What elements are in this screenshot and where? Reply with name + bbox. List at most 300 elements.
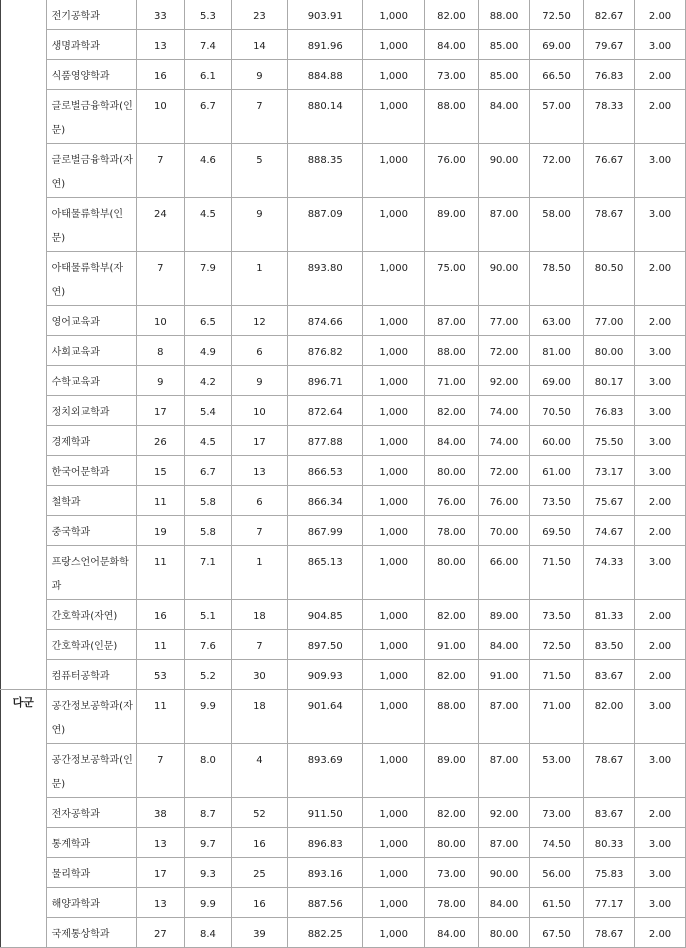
waitlist-rank-cell: 25 [231, 858, 287, 888]
grade-cell: 2.00 [635, 798, 686, 828]
competition-rate-cell: 4.6 [185, 144, 232, 198]
quota-cell: 33 [136, 0, 185, 30]
table-row [1, 90, 686, 144]
competition-rate-cell: 7.9 [185, 252, 232, 306]
korean-cell: 80.00 [425, 456, 479, 486]
waitlist-rank-cell: 6 [231, 336, 287, 366]
competition-rate-cell: 5.8 [185, 516, 232, 546]
math-cell: 77.00 [478, 306, 529, 336]
score-total-cell: 887.09 [288, 198, 363, 252]
avg-cell: 74.33 [584, 546, 635, 600]
dept-name-cell: 생명과학과 [46, 30, 136, 60]
quota-cell: 38 [136, 798, 185, 828]
competition-rate-cell: 6.7 [185, 90, 232, 144]
score-total-cell: 893.16 [288, 858, 363, 888]
table-row [1, 690, 686, 744]
score-max-cell: 1,000 [363, 828, 425, 858]
english-cell: 81.00 [530, 336, 584, 366]
dept-name-cell: 해양과학과 [46, 888, 136, 918]
competition-rate-cell: 5.8 [185, 486, 232, 516]
table-row [1, 744, 686, 798]
avg-cell: 75.67 [584, 486, 635, 516]
score-total-cell: 911.50 [288, 798, 363, 828]
math-cell: 70.00 [478, 516, 529, 546]
avg-cell: 81.33 [584, 600, 635, 630]
waitlist-rank-cell: 17 [231, 426, 287, 456]
waitlist-rank-cell: 9 [231, 366, 287, 396]
quota-cell: 10 [136, 90, 185, 144]
math-cell: 92.00 [478, 798, 529, 828]
score-max-cell: 1,000 [363, 888, 425, 918]
dept-name-cell: 수학교육과 [46, 366, 136, 396]
korean-cell: 76.00 [425, 486, 479, 516]
math-cell: 66.00 [478, 546, 529, 600]
english-cell: 57.00 [530, 90, 584, 144]
waitlist-rank-cell: 18 [231, 600, 287, 630]
dept-name-cell: 한국어문학과 [46, 456, 136, 486]
math-cell: 87.00 [478, 828, 529, 858]
korean-cell: 73.00 [425, 60, 479, 90]
dept-name-cell: 아태물류학부(인문) [46, 198, 136, 252]
korean-cell: 71.00 [425, 366, 479, 396]
dept-name-cell: 영어교육과 [46, 306, 136, 336]
avg-cell: 76.83 [584, 60, 635, 90]
score-total-cell: 880.14 [288, 90, 363, 144]
competition-rate-cell: 5.1 [185, 600, 232, 630]
avg-cell: 83.67 [584, 660, 635, 690]
score-total-cell: 896.71 [288, 366, 363, 396]
english-cell: 73.00 [530, 798, 584, 828]
competition-rate-cell: 4.5 [185, 198, 232, 252]
score-max-cell: 1,000 [363, 918, 425, 948]
score-max-cell: 1,000 [363, 144, 425, 198]
english-cell: 69.00 [530, 30, 584, 60]
grade-cell: 3.00 [635, 690, 686, 744]
grade-cell: 2.00 [635, 918, 686, 948]
competition-rate-cell: 9.7 [185, 828, 232, 858]
grade-cell: 3.00 [635, 546, 686, 600]
dept-name-cell: 글로벌금융학과(인문) [46, 90, 136, 144]
avg-cell: 74.67 [584, 516, 635, 546]
grade-cell: 3.00 [635, 888, 686, 918]
competition-rate-cell: 7.6 [185, 630, 232, 660]
score-total-cell: 896.83 [288, 828, 363, 858]
table-row [1, 858, 686, 888]
table-row [1, 798, 686, 828]
competition-rate-cell: 9.9 [185, 690, 232, 744]
dept-name-cell: 아태물류학부(자연) [46, 252, 136, 306]
score-total-cell: 882.25 [288, 918, 363, 948]
quota-cell: 8 [136, 336, 185, 366]
grade-cell: 3.00 [635, 858, 686, 888]
waitlist-rank-cell: 12 [231, 306, 287, 336]
grade-cell: 3.00 [635, 396, 686, 426]
korean-cell: 82.00 [425, 396, 479, 426]
avg-cell: 80.00 [584, 336, 635, 366]
math-cell: 90.00 [478, 144, 529, 198]
waitlist-rank-cell: 1 [231, 546, 287, 600]
grade-cell: 2.00 [635, 90, 686, 144]
competition-rate-cell: 8.0 [185, 744, 232, 798]
korean-cell: 78.00 [425, 888, 479, 918]
quota-cell: 16 [136, 60, 185, 90]
waitlist-rank-cell: 4 [231, 744, 287, 798]
korean-cell: 76.00 [425, 144, 479, 198]
table-row [1, 144, 686, 198]
score-max-cell: 1,000 [363, 90, 425, 144]
quota-cell: 10 [136, 306, 185, 336]
english-cell: 56.00 [530, 858, 584, 888]
score-total-cell: 874.66 [288, 306, 363, 336]
waitlist-rank-cell: 7 [231, 516, 287, 546]
score-max-cell: 1,000 [363, 486, 425, 516]
math-cell: 87.00 [478, 198, 529, 252]
avg-cell: 83.50 [584, 630, 635, 660]
korean-cell: 78.00 [425, 516, 479, 546]
competition-rate-cell: 5.4 [185, 396, 232, 426]
waitlist-rank-cell: 16 [231, 888, 287, 918]
avg-cell: 76.67 [584, 144, 635, 198]
competition-rate-cell: 8.4 [185, 918, 232, 948]
english-cell: 78.50 [530, 252, 584, 306]
avg-cell: 73.17 [584, 456, 635, 486]
table-row [1, 336, 686, 366]
score-total-cell: 876.82 [288, 336, 363, 366]
table-row [1, 198, 686, 252]
quota-cell: 19 [136, 516, 185, 546]
score-total-cell: 893.80 [288, 252, 363, 306]
math-cell: 87.00 [478, 690, 529, 744]
english-cell: 72.50 [530, 630, 584, 660]
waitlist-rank-cell: 39 [231, 918, 287, 948]
avg-cell: 78.67 [584, 744, 635, 798]
table-row [1, 306, 686, 336]
score-max-cell: 1,000 [363, 426, 425, 456]
dept-name-cell: 전자공학과 [46, 798, 136, 828]
english-cell: 60.00 [530, 426, 584, 456]
avg-cell: 82.00 [584, 690, 635, 744]
waitlist-rank-cell: 5 [231, 144, 287, 198]
korean-cell: 89.00 [425, 744, 479, 798]
korean-cell: 84.00 [425, 426, 479, 456]
korean-cell: 80.00 [425, 546, 479, 600]
quota-cell: 27 [136, 918, 185, 948]
dept-name-cell: 간호학과(인문) [46, 630, 136, 660]
quota-cell: 13 [136, 828, 185, 858]
competition-rate-cell: 4.2 [185, 366, 232, 396]
avg-cell: 78.67 [584, 198, 635, 252]
grade-cell: 3.00 [635, 426, 686, 456]
score-max-cell: 1,000 [363, 252, 425, 306]
grade-cell: 3.00 [635, 744, 686, 798]
score-max-cell: 1,000 [363, 600, 425, 630]
waitlist-rank-cell: 23 [231, 0, 287, 30]
table-row [1, 60, 686, 90]
grade-cell: 2.00 [635, 306, 686, 336]
table-row [1, 30, 686, 60]
avg-cell: 83.67 [584, 798, 635, 828]
score-total-cell: 866.53 [288, 456, 363, 486]
english-cell: 71.50 [530, 660, 584, 690]
waitlist-rank-cell: 18 [231, 690, 287, 744]
english-cell: 71.50 [530, 546, 584, 600]
score-total-cell: 904.85 [288, 600, 363, 630]
avg-cell: 78.33 [584, 90, 635, 144]
score-max-cell: 1,000 [363, 456, 425, 486]
score-max-cell: 1,000 [363, 516, 425, 546]
grade-cell: 3.00 [635, 30, 686, 60]
quota-cell: 17 [136, 858, 185, 888]
dept-name-cell: 식품영양학과 [46, 60, 136, 90]
english-cell: 53.00 [530, 744, 584, 798]
korean-cell: 88.00 [425, 336, 479, 366]
score-total-cell: 866.34 [288, 486, 363, 516]
math-cell: 92.00 [478, 366, 529, 396]
competition-rate-cell: 6.7 [185, 456, 232, 486]
avg-cell: 75.83 [584, 858, 635, 888]
avg-cell: 82.67 [584, 0, 635, 30]
score-total-cell: 884.88 [288, 60, 363, 90]
math-cell: 84.00 [478, 90, 529, 144]
waitlist-rank-cell: 7 [231, 630, 287, 660]
table-row [1, 516, 686, 546]
score-max-cell: 1,000 [363, 198, 425, 252]
grade-cell: 2.00 [635, 60, 686, 90]
grade-cell: 3.00 [635, 336, 686, 366]
table-row [1, 396, 686, 426]
competition-rate-cell: 4.5 [185, 426, 232, 456]
score-max-cell: 1,000 [363, 690, 425, 744]
math-cell: 74.00 [478, 426, 529, 456]
quota-cell: 15 [136, 456, 185, 486]
english-cell: 71.00 [530, 690, 584, 744]
quota-cell: 7 [136, 744, 185, 798]
table-row [1, 366, 686, 396]
group-cell-blank [1, 0, 47, 690]
avg-cell: 79.67 [584, 30, 635, 60]
table-row [1, 630, 686, 660]
dept-name-cell: 글로벌금융학과(자연) [46, 144, 136, 198]
dept-name-cell: 공간정보공학과(인문) [46, 744, 136, 798]
korean-cell: 82.00 [425, 660, 479, 690]
table-row [1, 828, 686, 858]
math-cell: 80.00 [478, 918, 529, 948]
quota-cell: 7 [136, 252, 185, 306]
grade-cell: 2.00 [635, 600, 686, 630]
math-cell: 74.00 [478, 396, 529, 426]
dept-name-cell: 물리학과 [46, 858, 136, 888]
math-cell: 72.00 [478, 336, 529, 366]
competition-rate-cell: 9.3 [185, 858, 232, 888]
quota-cell: 53 [136, 660, 185, 690]
grade-cell: 3.00 [635, 144, 686, 198]
avg-cell: 77.00 [584, 306, 635, 336]
korean-cell: 73.00 [425, 858, 479, 888]
english-cell: 74.50 [530, 828, 584, 858]
avg-cell: 78.67 [584, 918, 635, 948]
korean-cell: 87.00 [425, 306, 479, 336]
math-cell: 90.00 [478, 252, 529, 306]
avg-cell: 75.50 [584, 426, 635, 456]
avg-cell: 76.83 [584, 396, 635, 426]
english-cell: 61.50 [530, 888, 584, 918]
waitlist-rank-cell: 6 [231, 486, 287, 516]
score-total-cell: 865.13 [288, 546, 363, 600]
math-cell: 76.00 [478, 486, 529, 516]
math-cell: 90.00 [478, 858, 529, 888]
waitlist-rank-cell: 30 [231, 660, 287, 690]
competition-rate-cell: 9.9 [185, 888, 232, 918]
english-cell: 73.50 [530, 486, 584, 516]
english-cell: 63.00 [530, 306, 584, 336]
avg-cell: 80.17 [584, 366, 635, 396]
dept-name-cell: 컴퓨터공학과 [46, 660, 136, 690]
dept-name-cell: 국제통상학과 [46, 918, 136, 948]
dept-name-cell: 프랑스언어문화학과 [46, 546, 136, 600]
waitlist-rank-cell: 9 [231, 198, 287, 252]
korean-cell: 80.00 [425, 828, 479, 858]
waitlist-rank-cell: 13 [231, 456, 287, 486]
dept-name-cell: 사회교육과 [46, 336, 136, 366]
score-max-cell: 1,000 [363, 366, 425, 396]
avg-cell: 80.50 [584, 252, 635, 306]
score-max-cell: 1,000 [363, 336, 425, 366]
english-cell: 67.50 [530, 918, 584, 948]
math-cell: 88.00 [478, 0, 529, 30]
quota-cell: 11 [136, 630, 185, 660]
table-row [1, 546, 686, 600]
grade-cell: 3.00 [635, 366, 686, 396]
competition-rate-cell: 8.7 [185, 798, 232, 828]
dept-name-cell: 정치외교학과 [46, 396, 136, 426]
competition-rate-cell: 7.1 [185, 546, 232, 600]
korean-cell: 89.00 [425, 198, 479, 252]
grade-cell: 2.00 [635, 660, 686, 690]
quota-cell: 11 [136, 486, 185, 516]
table-row [1, 660, 686, 690]
dept-name-cell: 중국학과 [46, 516, 136, 546]
score-max-cell: 1,000 [363, 744, 425, 798]
score-max-cell: 1,000 [363, 546, 425, 600]
dept-name-cell: 경제학과 [46, 426, 136, 456]
math-cell: 91.00 [478, 660, 529, 690]
waitlist-rank-cell: 1 [231, 252, 287, 306]
quota-cell: 7 [136, 144, 185, 198]
dept-name-cell: 전기공학과 [46, 0, 136, 30]
competition-rate-cell: 6.1 [185, 60, 232, 90]
english-cell: 73.50 [530, 600, 584, 630]
grade-cell: 3.00 [635, 198, 686, 252]
dept-name-cell: 공간정보공학과(자연) [46, 690, 136, 744]
math-cell: 84.00 [478, 630, 529, 660]
competition-rate-cell: 5.2 [185, 660, 232, 690]
quota-cell: 17 [136, 396, 185, 426]
korean-cell: 82.00 [425, 0, 479, 30]
score-max-cell: 1,000 [363, 306, 425, 336]
quota-cell: 24 [136, 198, 185, 252]
competition-rate-cell: 5.3 [185, 0, 232, 30]
waitlist-rank-cell: 16 [231, 828, 287, 858]
korean-cell: 75.00 [425, 252, 479, 306]
english-cell: 69.50 [530, 516, 584, 546]
english-cell: 72.00 [530, 144, 584, 198]
competition-rate-cell: 7.4 [185, 30, 232, 60]
score-total-cell: 891.96 [288, 30, 363, 60]
quota-cell: 16 [136, 600, 185, 630]
math-cell: 84.00 [478, 888, 529, 918]
table-row [1, 252, 686, 306]
score-total-cell: 903.91 [288, 0, 363, 30]
score-total-cell: 867.99 [288, 516, 363, 546]
korean-cell: 82.00 [425, 600, 479, 630]
score-max-cell: 1,000 [363, 60, 425, 90]
dept-name-cell: 철학과 [46, 486, 136, 516]
quota-cell: 13 [136, 888, 185, 918]
grade-cell: 3.00 [635, 456, 686, 486]
score-max-cell: 1,000 [363, 660, 425, 690]
group-cell: 다군 [1, 690, 47, 948]
math-cell: 85.00 [478, 30, 529, 60]
math-cell: 72.00 [478, 456, 529, 486]
waitlist-rank-cell: 7 [231, 90, 287, 144]
korean-cell: 88.00 [425, 90, 479, 144]
score-total-cell: 893.69 [288, 744, 363, 798]
math-cell: 89.00 [478, 600, 529, 630]
grade-cell: 2.00 [635, 516, 686, 546]
score-total-cell: 872.64 [288, 396, 363, 426]
quota-cell: 26 [136, 426, 185, 456]
score-total-cell: 897.50 [288, 630, 363, 660]
table-row [1, 600, 686, 630]
waitlist-rank-cell: 14 [231, 30, 287, 60]
english-cell: 66.50 [530, 60, 584, 90]
korean-cell: 84.00 [425, 918, 479, 948]
quota-cell: 9 [136, 366, 185, 396]
waitlist-rank-cell: 52 [231, 798, 287, 828]
waitlist-rank-cell: 10 [231, 396, 287, 426]
avg-cell: 77.17 [584, 888, 635, 918]
english-cell: 61.00 [530, 456, 584, 486]
grade-cell: 2.00 [635, 486, 686, 516]
english-cell: 69.00 [530, 366, 584, 396]
dept-name-cell: 간호학과(자연) [46, 600, 136, 630]
table-row [1, 456, 686, 486]
english-cell: 70.50 [530, 396, 584, 426]
score-max-cell: 1,000 [363, 30, 425, 60]
avg-cell: 80.33 [584, 828, 635, 858]
korean-cell: 88.00 [425, 690, 479, 744]
grade-cell: 2.00 [635, 0, 686, 30]
table-row [1, 888, 686, 918]
korean-cell: 84.00 [425, 30, 479, 60]
korean-cell: 91.00 [425, 630, 479, 660]
score-total-cell: 877.88 [288, 426, 363, 456]
score-total-cell: 888.35 [288, 144, 363, 198]
english-cell: 72.50 [530, 0, 584, 30]
competition-rate-cell: 4.9 [185, 336, 232, 366]
dept-name-cell: 통계학과 [46, 828, 136, 858]
waitlist-rank-cell: 9 [231, 60, 287, 90]
table-row [1, 486, 686, 516]
score-max-cell: 1,000 [363, 858, 425, 888]
quota-cell: 11 [136, 546, 185, 600]
korean-cell: 82.00 [425, 798, 479, 828]
score-max-cell: 1,000 [363, 0, 425, 30]
score-total-cell: 901.64 [288, 690, 363, 744]
grade-cell: 3.00 [635, 828, 686, 858]
quota-cell: 13 [136, 30, 185, 60]
quota-cell: 11 [136, 690, 185, 744]
